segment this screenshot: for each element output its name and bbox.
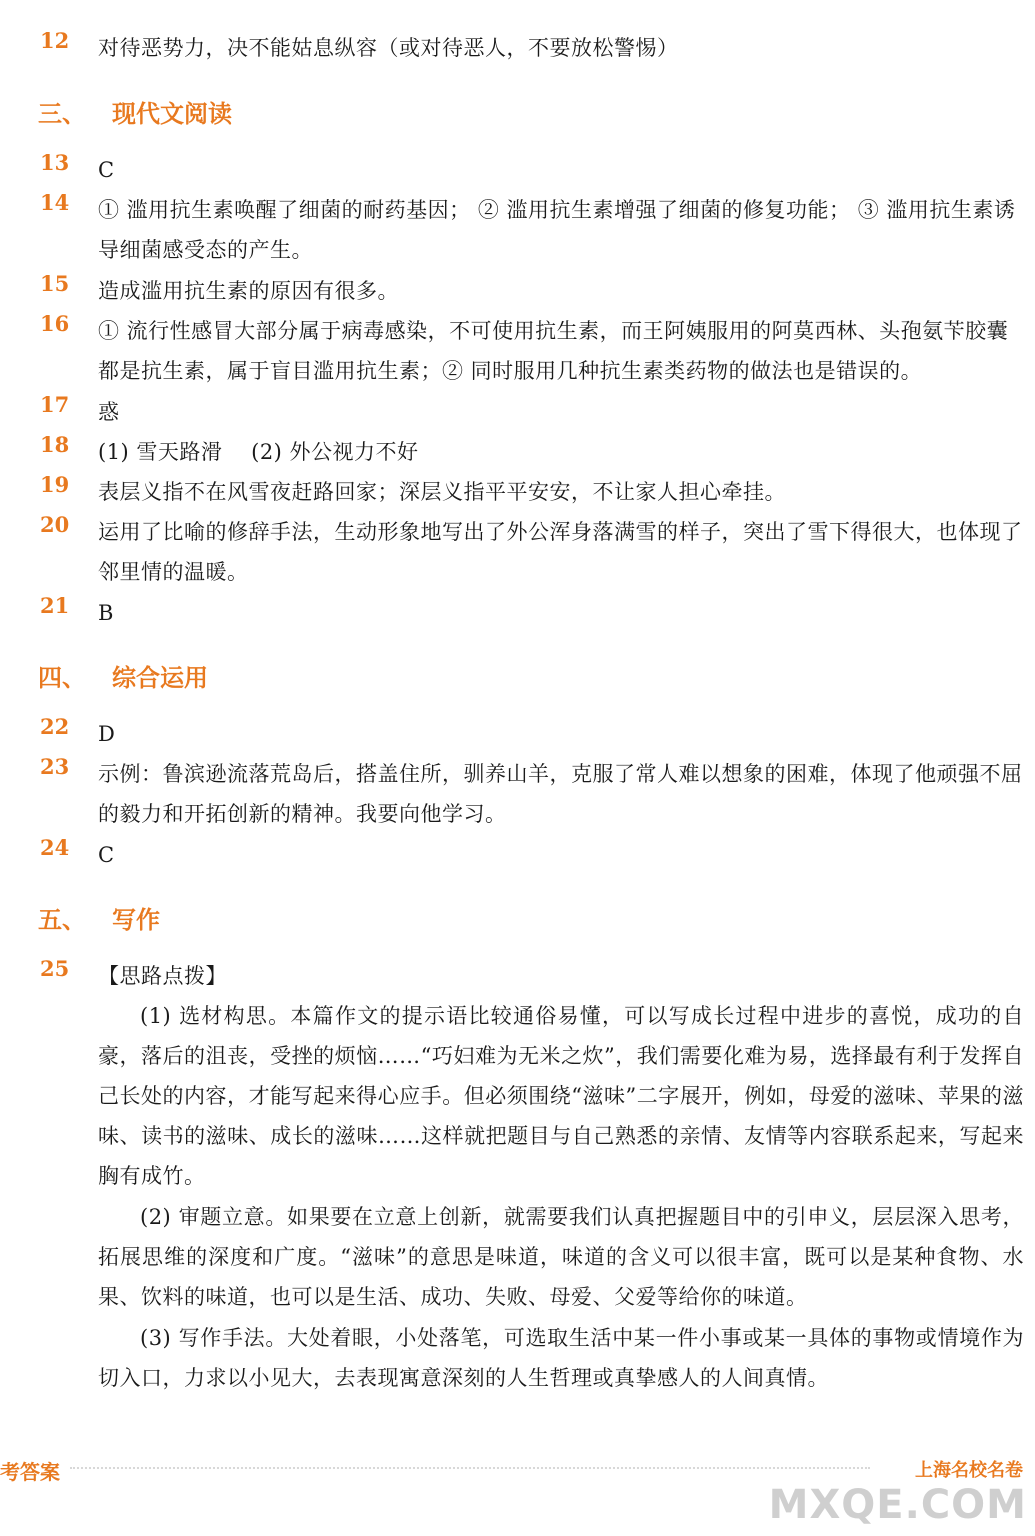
footer-divider xyxy=(70,1467,870,1469)
watermark: MXQE.COM xyxy=(768,1482,1027,1528)
item-number: 18 xyxy=(40,432,70,457)
item-text: C xyxy=(98,158,115,182)
item-text: D xyxy=(98,722,116,746)
item-number: 16 xyxy=(40,311,70,336)
item-text: 运用了比喻的修辞手法，生动形象地写出了外公浑身落满雪的样子，突出了雪下得很大，也体现了邻里情的温暖。 xyxy=(98,520,1023,584)
item-text: 示例：鲁滨逊流落荒岛后，搭盖住所，驯养山羊，克服了常人难以想象的困难，体现了他顽强不屈的毅力和开拓创新的精神。我要向他学习。 xyxy=(98,762,1023,826)
item-text: (1) 雪天路滑 (2) 外公视力不好 xyxy=(98,440,419,464)
item-number: 14 xyxy=(40,190,70,215)
section-title: 写作 xyxy=(112,906,160,934)
item-text: 对待恶势力，决不能姑息纵容（或对待恶人，不要放松警惕） xyxy=(98,36,679,60)
section-heading-5 xyxy=(38,900,160,935)
section-heading-4 xyxy=(38,658,208,693)
item-text: 造成滥用抗生素的原因有很多。 xyxy=(98,279,399,303)
item-number: 12 xyxy=(40,28,70,53)
item-number: 15 xyxy=(40,271,70,296)
item-text: 表层义指不在风雪夜赶路回家；深层义指平平安安，不让家人担心牵挂。 xyxy=(98,480,786,504)
footer-series-name: 上海名校名卷 xyxy=(915,1460,1023,1481)
item-number: 23 xyxy=(40,754,70,779)
paragraph-technique: (3) 写作手法。大处着眼，小处落笔，可选取生活中某一件小事或某一具体的事物或情境作为切入口，力求以小见大，去表现寓意深刻的人生哲理或真挚感人的人间真情。 xyxy=(98,1326,1024,1390)
item-number: 17 xyxy=(40,392,70,417)
footer-label: 考答案 xyxy=(0,1460,60,1484)
item-number: 20 xyxy=(40,512,70,537)
item-number: 19 xyxy=(40,472,70,497)
item-text: B xyxy=(98,601,114,625)
paragraph-material: (1) 选材构思。本篇作文的提示语比较通俗易懂，可以写成长过程中进步的喜悦，成功的自豪，落后的沮丧，受挫的烦恼……“巧妇难为无米之炊”，我们需要化难为易，选择最有利于发挥自己长处的内容，才能写起来得心应手。但必须围绕“滋味”二字展开，例如，母爱的滋味、苹果的滋味、读书的滋味、成长的滋味……这样就把题目与自己熟悉的亲情、友情等内容联系起来，写起来胸有成竹。 xyxy=(98,1004,1024,1188)
item-text: 惑 xyxy=(98,400,120,424)
section-title: 现代文阅读 xyxy=(112,100,232,128)
item-text: ① 滥用抗生素唤醒了细菌的耐药基因； ② 滥用抗生素增强了细菌的修复功能； ③ 滥用抗生素诱导细菌感受态的产生。 xyxy=(98,198,1016,262)
item-number: 24 xyxy=(40,835,70,860)
section-title: 综合运用 xyxy=(112,664,208,692)
item-text: ① 流行性感冒大部分属于病毒感染，不可使用抗生素，而王阿姨服用的阿莫西林、头孢氨苄胶囊都是抗生素，属于盲目滥用抗生素；② 同时服用几种抗生素类药物的做法也是错误的。 xyxy=(98,319,1009,383)
item-text: 【思路点拨】 xyxy=(98,964,227,988)
item-number: 21 xyxy=(40,593,70,618)
item-number: 22 xyxy=(40,714,70,739)
paragraph-theme: (2) 审题立意。如果要在立意上创新，就需要我们认真把握题目中的引申义，层层深入思考，拓展思维的深度和广度。“滋味”的意思是味道，味道的含义可以很丰富，既可以是某种食物、水果、饮料的味道，也可以是生活、成功、失败、母爱、父爱等给你的味道。 xyxy=(98,1205,1024,1309)
section-number: 四、 xyxy=(38,664,86,692)
section-heading-3 xyxy=(38,94,232,129)
item-number: 13 xyxy=(40,150,70,175)
section-number: 五、 xyxy=(38,906,86,934)
section-number: 三、 xyxy=(38,100,86,128)
item-number: 25 xyxy=(40,956,70,981)
item-text: C xyxy=(98,843,115,867)
